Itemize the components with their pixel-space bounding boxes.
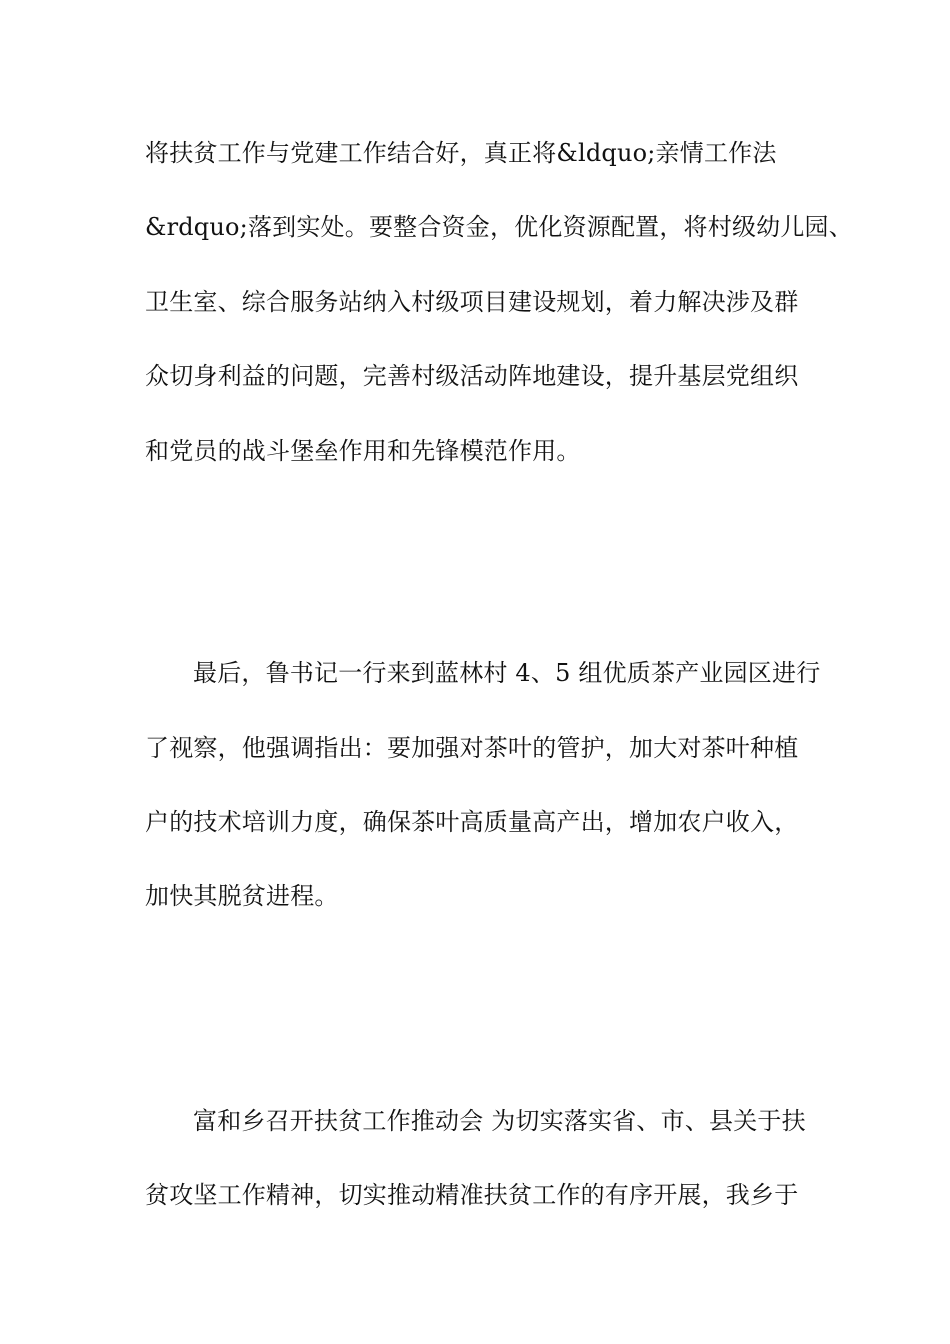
paragraph-1-line-1: 将扶贫工作与党建工作结合好，真正将&ldquo;亲情工作法	[145, 139, 777, 167]
paragraph-2-line-3: 户的技术培训力度，确保茶叶高质量高产出，增加农户收入，	[145, 808, 799, 836]
paragraph-2-line-4: 加快其脱贫进程。	[145, 882, 339, 910]
paragraph-1-line-2: &rdquo;落到实处。要整合资金，优化资源配置，将村级幼儿园、	[145, 213, 853, 241]
paragraph-2-line-1: 最后，鲁书记一行来到蓝林村 4、5 组优质茶产业园区进行	[193, 659, 821, 687]
paragraph-1-line-4: 众切身利益的问题，完善村级活动阵地建设，提升基层党组织	[145, 362, 799, 390]
paragraph-3-line-2: 贫攻坚工作精神，切实推动精准扶贫工作的有序开展，我乡于	[145, 1181, 799, 1209]
paragraph-2-line-2: 了视察，他强调指出：要加强对茶叶的管护，加大对茶叶种植	[145, 734, 799, 762]
paragraph-1-line-5: 和党员的战斗堡垒作用和先锋模范作用。	[145, 437, 581, 465]
paragraph-3-line-1: 富和乡召开扶贫工作推动会 为切实落实省、市、县关于扶	[193, 1107, 806, 1135]
paragraph-1-line-3: 卫生室、综合服务站纳入村级项目建设规划，着力解决涉及群	[145, 288, 799, 316]
